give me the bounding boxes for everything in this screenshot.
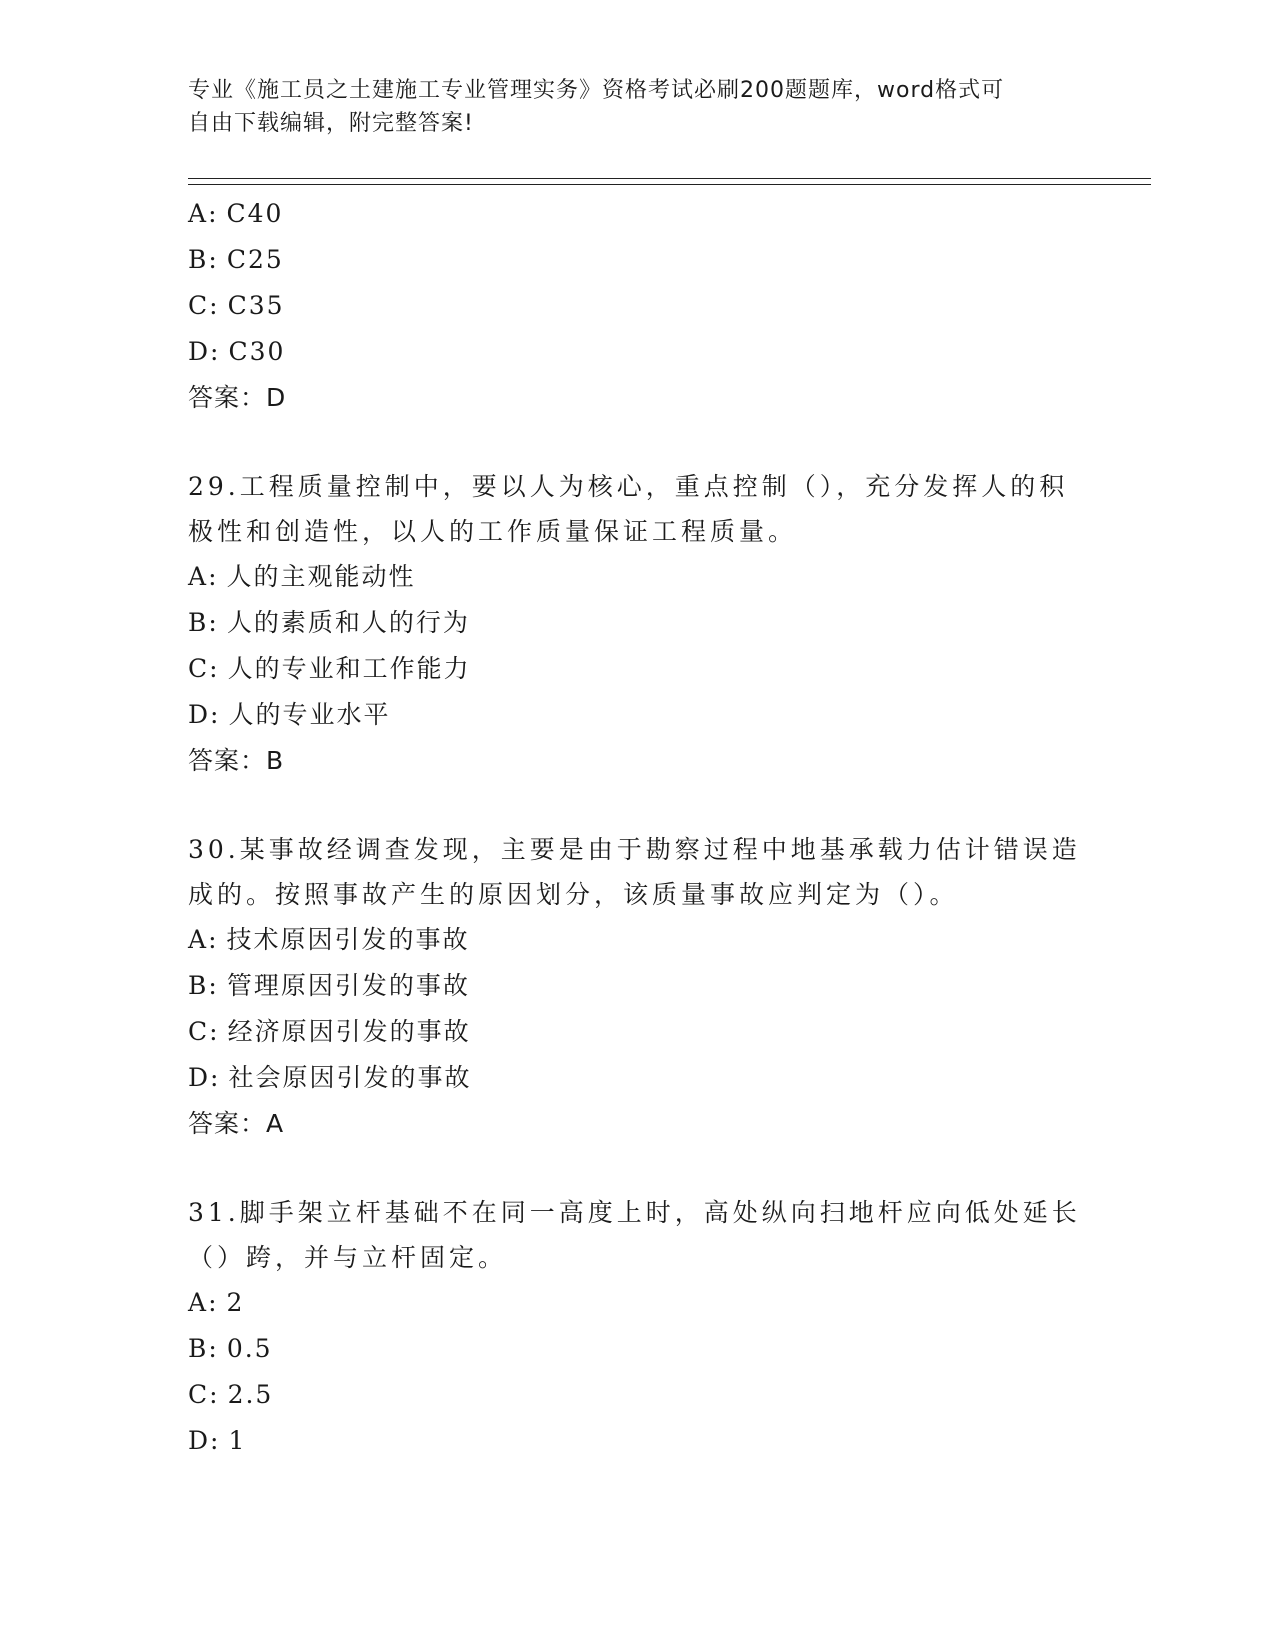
answer-line: 答案：D: [188, 383, 287, 412]
header-line-1: 专业《施工员之土建施工专业管理实务》资格考试必刷200题题库，word格式可: [188, 78, 1005, 103]
header-rule-top: [188, 178, 1151, 179]
option-text: C25: [226, 245, 284, 274]
option-b: B: 人的素质和人的行为: [188, 608, 470, 637]
option-text: 人的专业和工作能力: [227, 654, 471, 683]
option-text: 社会原因引发的事故: [228, 1063, 472, 1092]
option-d: D: 人的专业水平: [188, 700, 391, 729]
option-c: C: 人的专业和工作能力: [188, 654, 471, 683]
option-text: C30: [228, 337, 286, 366]
option-d: D: 1: [188, 1426, 247, 1455]
option-text: 1: [228, 1426, 247, 1455]
option-text: C40: [226, 199, 284, 228]
option-text: 2: [226, 1288, 245, 1317]
option-a: A: C40: [188, 199, 284, 228]
document-header: [188, 74, 1088, 140]
option-text: 人的主观能动性: [226, 562, 416, 591]
question-28-continued: [188, 191, 1088, 421]
question-list: [188, 191, 1088, 1464]
option-a: A: 人的主观能动性: [188, 562, 416, 591]
option-text: 2.5: [227, 1380, 274, 1409]
option-text: 技术原因引发的事故: [226, 925, 470, 954]
option-text: C35: [227, 291, 285, 320]
option-a: A: 技术原因引发的事故: [188, 925, 470, 954]
option-text: 人的素质和人的行为: [226, 608, 470, 637]
option-text: 经济原因引发的事故: [227, 1017, 471, 1046]
option-text: 管理原因引发的事故: [226, 971, 470, 1000]
option-text: 人的专业水平: [228, 700, 391, 729]
question-31: [188, 1190, 1088, 1464]
header-line-2: 自由下载编辑，附完整答案!: [188, 111, 474, 136]
option-c: C: C35: [188, 291, 285, 320]
question-30: [188, 827, 1088, 1147]
question-text: 30.某事故经调查发现，主要是由于勘察过程中地基承载力估计错误造成的。按照事故产生的原因划分，该质量事故应判定为（）。: [188, 835, 1081, 909]
question-text: 31.脚手架立杆基础不在同一高度上时，高处纵向扫地杆应向低处延长（）跨，并与立杆固定。: [188, 1198, 1081, 1272]
header-rule-bottom: [188, 184, 1151, 185]
question-29: [188, 464, 1088, 784]
answer-line: 答案：A: [188, 1109, 285, 1138]
answer-line: 答案：B: [188, 746, 285, 775]
question-text: 29.工程质量控制中，要以人为核心，重点控制（），充分发挥人的积极性和创造性，以人的工作质量保证工程质量。: [188, 472, 1069, 546]
option-d: D: 社会原因引发的事故: [188, 1063, 472, 1092]
option-b: B: C25: [188, 245, 284, 274]
option-d: D: C30: [188, 337, 286, 366]
option-b: B: 0.5: [188, 1334, 273, 1363]
option-b: B: 管理原因引发的事故: [188, 971, 470, 1000]
option-text: 0.5: [226, 1334, 273, 1363]
option-c: C: 经济原因引发的事故: [188, 1017, 471, 1046]
option-a: A: 2: [188, 1288, 245, 1317]
option-c: C: 2.5: [188, 1380, 274, 1409]
